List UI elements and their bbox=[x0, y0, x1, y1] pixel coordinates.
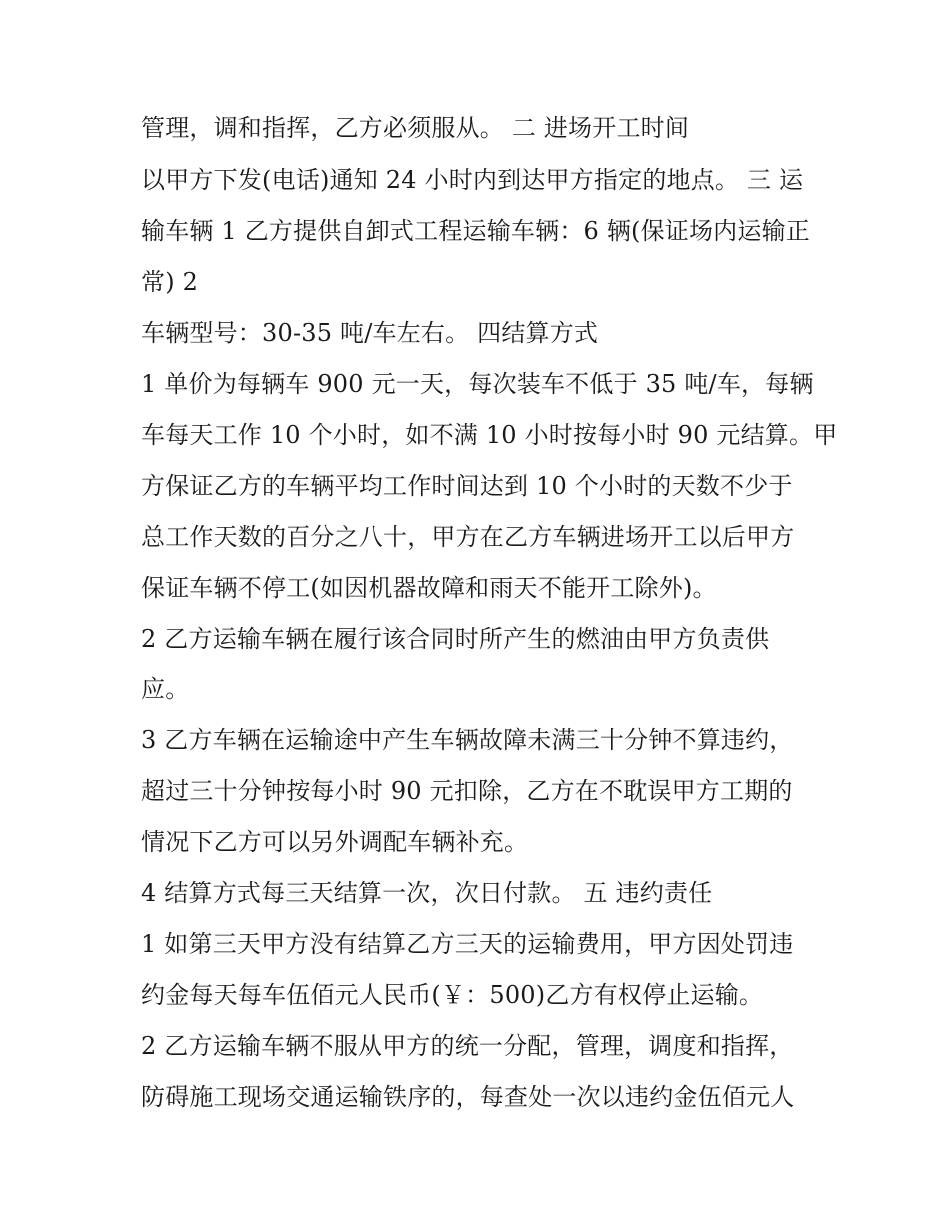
text-line: 2 乙方运输车辆在履行该合同时所产生的燃油由甲方负责供 bbox=[141, 625, 770, 653]
text-line: 管理，调和指挥，乙方必须服从。 二 进场开工时间 bbox=[141, 114, 690, 142]
text-line: 防碍施工现场交通运输铁序的，每查处一次以违约金伍佰元人 bbox=[141, 1083, 795, 1111]
text-line: 总工作天数的百分之八十，甲方在乙方车辆进场开工以后甲方 bbox=[141, 523, 795, 551]
text-line: 应。 bbox=[141, 675, 190, 703]
text-line: 车辆型号：30-35 吨/车左右。 四结算方式 bbox=[141, 319, 599, 347]
text-line: 1 单价为每辆车 900 元一天，每次装车不低于 35 吨/车，每辆 bbox=[141, 370, 814, 398]
text-line: 方保证乙方的车辆平均工作时间达到 10 个小时的天数不少于 bbox=[141, 472, 793, 500]
text-line: 约金每天每车伍佰元人民币(￥：500)乙方有权停止运输。 bbox=[141, 981, 764, 1009]
text-line: 1 如第三天甲方没有结算乙方三天的运输费用，甲方因处罚违 bbox=[141, 930, 794, 958]
text-line: 4 结算方式每三天结算一次，次日付款。 五 违约责任 bbox=[141, 879, 713, 907]
text-line: 超过三十分钟按每小时 90 元扣除，乙方在不耽误甲方工期的 bbox=[141, 777, 793, 805]
text-line: 车每天工作 10 个小时，如不满 10 小时按每小时 90 元结算。甲 bbox=[141, 421, 838, 449]
text-line: 以甲方下发(电话)通知 24 小时内到达甲方指定的地点。 三 运 bbox=[141, 166, 804, 194]
text-line: 保证车辆不停工(如因机器故障和雨天不能开工除外)。 bbox=[141, 574, 717, 602]
text-line: 情况下乙方可以另外调配车辆补充。 bbox=[141, 828, 529, 856]
text-line: 常) 2 bbox=[141, 268, 199, 296]
text-line: 2 乙方运输车辆不服从甲方的统一分配，管理，调度和指挥， bbox=[141, 1032, 794, 1060]
text-line: 3 乙方车辆在运输途中产生车辆故障未满三十分钟不算违约， bbox=[141, 726, 794, 754]
text-line: 输车辆 1 乙方提供自卸式工程运输车辆：6 辆(保证场内运输正 bbox=[141, 217, 810, 245]
